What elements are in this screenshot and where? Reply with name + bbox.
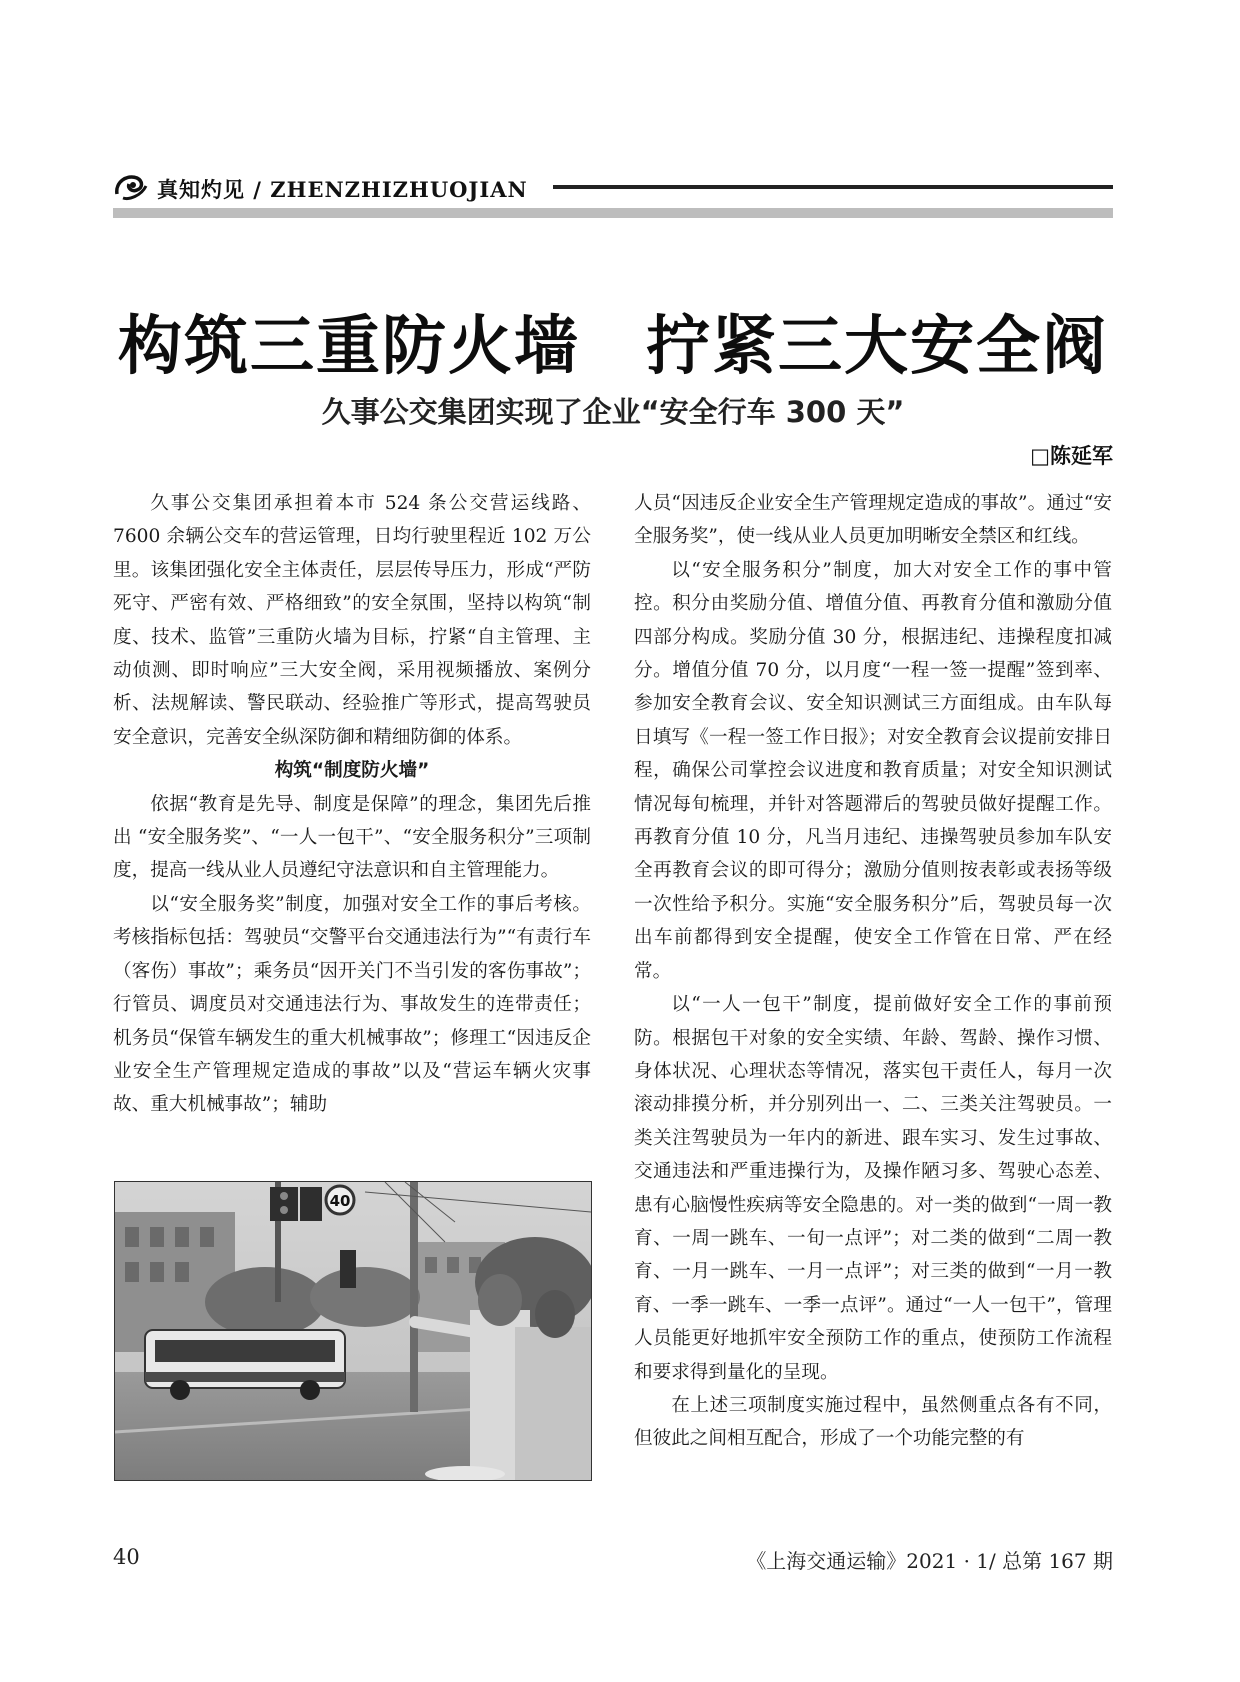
right-column — [634, 487, 1112, 1456]
journal-citation: 《上海交通运输》2021 · 1/ 总第 167 期 — [746, 1549, 1113, 1573]
paragraph: 以“安全服务积分”制度，加大对安全工作的事中管控。积分由奖励分值、增值分值、再教育分值和激励分值四部分构成。奖励分值 30 分，根据违纪、违操程度扣减分。增值分值 70 分，以月度“一程一签一提醒”签到率、参加安全教育会议、安全知识测试三方面组成。由车队每日填写《一程一签工作日报》；对安全教育会议提前安排日程，确保公司掌控会议进度和教育质量；对安全知识测试情况每旬梳理，并针对答题滞后的驾驶员做好提醒工作。再教育分值 10 分，凡当月违纪、违操驾驶员参加车队安全再教育会议的即可得分；激励分值则按表彰或表扬等级一次性给予积分。实施“安全服务积分”后，驾驶员每一次出车前都得到安全提醒，使安全工作管在日常、严在经常。 — [634, 559, 1112, 982]
section-name: 真知灼见 / ZHENZHIZHUOJIAN — [157, 177, 528, 202]
paragraph: 久事公交集团承担着本市 524 条公交营运线路、7600 余辆公交车的营运管理，日均行驶里程近 102 万公里。该集团强化安全主体责任，层层传导压力，形成“严防死守、严密有效、严格细致”的安全氛围，坚持以构筑“制度、技术、监管”三重防火墙为目标，拧紧“自主管理、主动侦测、即时响应”三大安全阀，采用视频播放、案例分析、法规解读、警民联动、经验推广等形式，提高驾驶员安全意识，完善安全纵深防御和精细防御的体系。 — [113, 493, 591, 748]
magazine-logo-icon — [113, 172, 149, 202]
street-scene-image — [115, 1182, 591, 1480]
page-number: 40 — [113, 1545, 140, 1569]
paragraph: 人员“因违反企业安全生产管理规定造成的事故”。通过“安全服务奖”，使一线从业人员更加明晰安全禁区和红线。 — [634, 493, 1112, 548]
section-heading: 构筑“制度防火墙” — [274, 760, 430, 782]
paragraph: 以“安全服务奖”制度，加强对安全工作的事后考核。考核指标包括：驾驶员“交警平台交通违法行为”“有责行车（客伤）事故”；乘务员“因开关门不当引发的客伤事故”；行管员、调度员对交通违法行为、事故发生的连带责任；机务员“保管车辆发生的重大机械事故”；修理工“因违反企业安全生产管理规定造成的事故”以及“营运车辆火灾事故、重大机械事故”；辅助 — [113, 893, 591, 1116]
article-title: 构筑三重防火墙 拧紧三大安全阀 — [118, 310, 1108, 384]
header-gray-bar — [113, 208, 1113, 218]
article-subtitle: 久事公交集团实现了企业“安全行车 300 天” — [321, 395, 905, 429]
speed-limit-sign-text: 40 — [329, 1192, 351, 1210]
header-rule — [553, 185, 1113, 189]
section-header — [113, 170, 1113, 206]
left-column — [113, 487, 591, 1122]
paragraph: 以“一人一包干”制度，提前做好安全工作的事前预防。根据包干对象的安全实绩、年龄、驾龄、操作习惯、身体状况、心理状态等情况，落实包干责任人，每月一次滚动排摸分析，并分别列出一、二、三类关注驾驶员。一类关注驾驶员为一年内的新进、跟车实习、发生过事故、交通违法和严重违操行为，及操作陋习多、驾驶心态差、患有心脑慢性疾病等安全隐患的。对一类的做到“一周一教育、一周一跳车、一旬一点评”；对二类的做到“二周一教育、一月一跳车、一月一点评”；对三类的做到“一月一教育、一季一跳车、一季一点评”。通过“一人一包干”，管理人员能更好地抓牢安全预防工作的重点，使预防工作流程和要求得到量化的呈现。 — [634, 994, 1112, 1383]
article-photo — [114, 1181, 592, 1481]
author-byline: □陈延军 — [1030, 444, 1113, 468]
paragraph: 依据“教育是先导、制度是保障”的理念，集团先后推出 “安全服务奖”、“一人一包干”、“安全服务积分”三项制度，提高一线从业人员遵纪守法意识和自主管理能力。 — [113, 793, 591, 882]
paragraph: 在上述三项制度实施过程中，虽然侧重点各有不同，但彼此之间相互配合，形成了一个功能完整的有 — [634, 1394, 1112, 1450]
